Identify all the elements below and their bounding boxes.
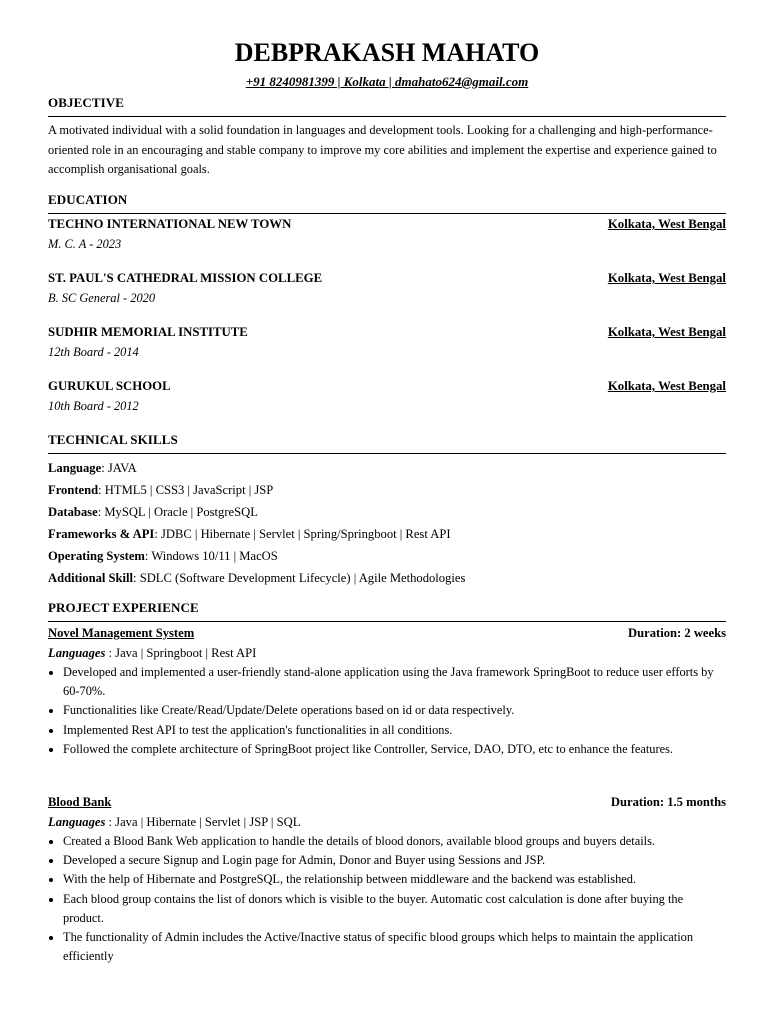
languages-label: Languages [48, 646, 106, 660]
project-languages [48, 645, 726, 661]
languages-value: : Java | Hibernate | Servlet | JSP | SQL [105, 815, 301, 829]
list-item: • Developed a secure Signup and Login page for Admin, Donor and Buyer using Sessions and JSP. [63, 851, 726, 870]
languages-value: : Java | Springboot | Rest API [105, 646, 257, 660]
skill-line [48, 482, 726, 498]
skill-label: Frontend [48, 483, 99, 497]
skill-label: Database [48, 505, 98, 519]
contact-line[interactable] [48, 74, 726, 90]
project-bullets [48, 832, 726, 966]
education-degree: 10th Board - 2012 [48, 399, 139, 413]
skills-section [48, 432, 726, 586]
skill-line [48, 504, 726, 520]
education-school: ST. PAUL'S CATHEDRAL MISSION COLLEGE [48, 271, 323, 285]
objective-heading: OBJECTIVE [48, 95, 726, 117]
skill-value: : HTML5 | CSS3 | JavaScript | JSP [98, 483, 274, 497]
education-location: Kolkata, West Bengal [607, 379, 726, 393]
project-item [48, 625, 726, 759]
skill-label: Language [48, 461, 102, 475]
skill-line [48, 548, 726, 564]
education-location: Kolkata, West Bengal [607, 217, 726, 231]
objective-section [48, 95, 726, 180]
education-item [48, 378, 726, 414]
education-school: GURUKUL SCHOOL [48, 379, 171, 393]
education-item [48, 216, 726, 252]
education-degree: M. C. A - 2023 [48, 237, 122, 251]
skills-heading: TECHNICAL SKILLS [48, 432, 726, 454]
languages-label: Languages [48, 815, 106, 829]
project-title: Blood Bank [48, 795, 112, 809]
list-item: • With the help of Hibernate and PostgreSQL, the relationship between middleware and the backend was established. [63, 870, 726, 889]
candidate-name: DEBPRAKASH MAHATO [234, 38, 540, 67]
objective-text: A motivated individual with a solid foundation in languages and development tools. Looking for a challenging and high-performance-oriented role in an encouraging and stable company to improve my core abilities and implement the expertise and experience gained to accomplish organisational goals. [48, 123, 717, 176]
project-bullets [48, 663, 726, 759]
list-item: • Created a Blood Bank Web application to handle the details of blood donors, available blood groups and buyers details. [63, 832, 726, 851]
education-heading: EDUCATION [48, 192, 726, 214]
skill-label: Additional Skill [48, 571, 134, 585]
list-item: • Developed and implemented a user-friendly stand-alone application using the Java framework SpringBoot to reduce user efforts by 60-70%. [63, 663, 726, 701]
education-school: TECHNO INTERNATIONAL NEW TOWN [48, 217, 292, 231]
skill-line [48, 460, 726, 476]
education-location: Kolkata, West Bengal [607, 325, 726, 339]
education-degree: B. SC General - 2020 [48, 291, 156, 305]
education-item [48, 324, 726, 360]
education-school: SUDHIR MEMORIAL INSTITUTE [48, 325, 248, 339]
list-item: • The functionality of Admin includes the Active/Inactive status of specific blood groups which helps to maintain the application efficiently [63, 928, 726, 966]
list-item: • Each blood group contains the list of donors which is visible to the buyer. Automatic cost calculation is done after buying the product. [63, 890, 726, 928]
education-degree: 12th Board - 2014 [48, 345, 139, 359]
list-item: • Followed the complete architecture of SpringBoot project like Controller, Service, DAO, DTO, etc to enhance the features. [63, 740, 726, 759]
skill-value: : MySQL | Oracle | PostgreSQL [97, 505, 258, 519]
education-section [48, 192, 726, 214]
skill-value: : JAVA [101, 461, 137, 475]
list-item: • Functionalities like Create/Read/Update/Delete operations based on id or data respectively. [63, 701, 726, 720]
project-duration: Duration: 1.5 months [610, 795, 726, 809]
skill-line [48, 526, 726, 542]
contact-text[interactable]: +91 8240981399 | Kolkata | dmahato624@gmail.com [245, 74, 529, 89]
projects-section [48, 600, 726, 622]
skill-label: Frameworks & API [48, 527, 155, 541]
project-languages [48, 814, 726, 830]
education-item [48, 270, 726, 306]
project-title: Novel Management System [48, 626, 195, 640]
education-location: Kolkata, West Bengal [607, 271, 726, 285]
skill-value: : JDBC | Hibernate | Servlet | Spring/Springboot | Rest API [154, 527, 451, 541]
skill-value: : Windows 10/11 | MacOS [144, 549, 278, 563]
list-item: • Implemented Rest API to test the application's functionalities in all conditions. [63, 721, 726, 740]
projects-heading: PROJECT EXPERIENCE [48, 600, 726, 622]
skill-line [48, 570, 726, 586]
project-duration: Duration: 2 weeks [628, 626, 726, 640]
project-item [48, 794, 726, 966]
skill-label: Operating System [48, 549, 145, 563]
skill-value: : SDLC (Software Development Lifecycle) | Agile Methodologies [133, 571, 466, 585]
